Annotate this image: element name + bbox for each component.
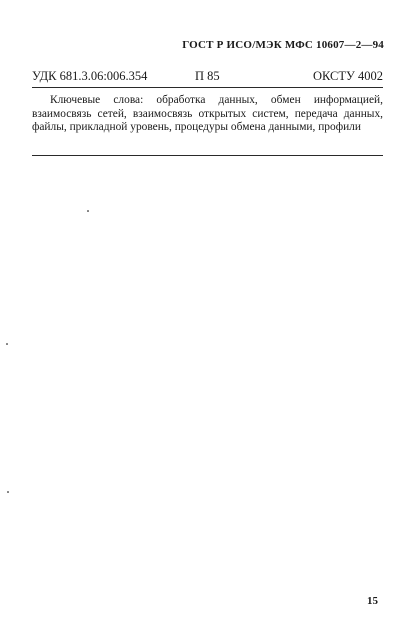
keywords-paragraph: Ключевые слова: обработка данных, обмен информацией, взаимосвязь сетей, взаимосвязь открытых систем, передача данных, файлы, прикладной уровень, процедуры обмена данными, профили bbox=[32, 94, 383, 134]
scan-speck bbox=[87, 210, 89, 212]
bottom-divider bbox=[32, 155, 383, 156]
udk-code: УДК 681.3.06:006.354 bbox=[32, 69, 148, 83]
p-code: П 85 bbox=[195, 69, 220, 83]
standard-code-header: ГОСТ Р ИСО/МЭК МФС 10607—2—94 bbox=[182, 39, 384, 51]
top-divider bbox=[32, 87, 383, 88]
scan-speck bbox=[7, 491, 9, 493]
okstu-code: ОКСТУ 4002 bbox=[312, 69, 383, 83]
page-number: 15 bbox=[367, 595, 378, 607]
scan-speck bbox=[6, 343, 8, 345]
